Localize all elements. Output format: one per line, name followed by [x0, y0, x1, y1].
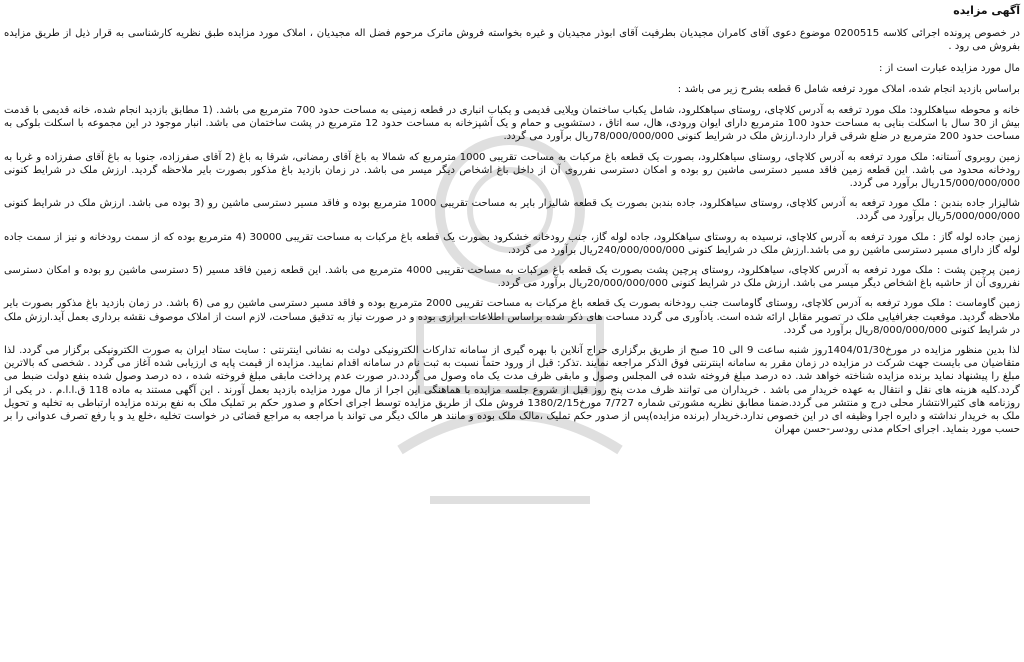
auction-terms-paragraph: لذا بدین منظور مزایده در مورخ1404/01/30روز شنبه ساعت 9 الی 10 صبح از طریق برگزاری حراج آنلاین با بهره گیری از سامانه تدارکات الکترونیکی دولت به نشانی اینترنتی : سایت ستاد ایران به صورت الکترونیکی برگزار می گردد. لذا متقاضیان می بایست جهت شرکت در مزایده در زمان مقرر به سامانه اینترنتی فوق الذکر مراجعه نمایند .تذکر: قبل از ورود حتماً نسبت به ثبت نام در سامانه اقدام نمایید. مزایده از قیمت پایه ی ارزیابی شده آغاز می گردد . شخصی که بالاترین مبلغ را پیشنهاد نماید برنده مزایده شناخته خواهد شد. ده درصد مبلغ فروخته شده فی المجلس وصول و مابقی ظرف مدت یک ماه وصول می گردد.در صورت عدم پرداخت مابقی مبلغ فروخته شده ، ده درصد وصول شده بنفع دولت ضبط می گردد.کلیه هزینه های نقل و انتقال به عهده خریدار می باشد . خریداران می توانند ظرف مدت پنج روز قبل از شروع جلسه مزایده با هماهنگی این اجرا از مال مورد مزایده بازدید بعمل آورند . این آگهی مستند به ماده 118 ق.ا.ا.م . در یکی از روزنامه های کثیرالانتشار محلی درج و منتشر می گردد.ضمنا مطابق نظریه مشورتی شماره 7/727 مورخ1380/2/15 فروش ملک از طریق مزایده توسط اجرای احکام و صدور حکم بر تملیک ملک به نفع برنده مزایده ارتباطی به تخلیه و تحویل ملک به خریدار نداشته و دایره اجرا وظیفه ای در این خصوص ندارد.خریدار (برنده مزایده)پس از صدور حکم تملیک ،مالک ملک بوده و مانند هر مالک دیگر می تواند با مراجعه به مراجع قضائی در خواست تخلیه ،خلع ید و یا رفع تصرف عدوانی را بر حسب مورد بنماید. اجرای احکام مدنی رودسر-حسن مهران: [4, 345, 1020, 436]
property-item-4: زمین جاده لوله گاز : ملک مورد ترفعه به آدرس کلاچای، نرسیده به روستای سیاهکلرود، جاده لوله گاز، جنب رودخانه خشکرود بصورت یک قطعه باغ مرکبات به مساحت تقریبی 30000 (4 مترمربع بوده که از سمت رودخانه و نیز از سمت جاده لوله گاز دارای مسیر دسترسی ماشین رو می باشد.ارزش ملک در شرایط کنونی 240/000/000/000ریال برآورد می گردد.: [4, 231, 1020, 256]
intro-paragraph: در خصوص پرونده اجرائی کلاسه 0200515 موضوع دعوی آقای کامران مجیدیان بطرفیت آقای ابوذر مجیدیان و غیره بخواسته فروش ماترک مرحوم فضل اله مجیدیان ، املاک مورد مزایده طبق نظریه کارشناسی به قرار ذیل از طریق مزایده بفروش می رود .: [4, 28, 1020, 53]
property-item-6: زمین گاوماست : ملک مورد ترفعه به آدرس کلاچای، روستای گاوماست جنب رودخانه بصورت یک قطعه باغ مرکبات به مساحت تقریبی 2000 مترمربع بوده و فاقد مسیر دسترسی ماشین رو می (6 باشد. در زمان بازدید باغ مذکور بصورت بایر ملاحظه گردید. موقعیت جغرافیایی ملک در تصویر مقابل ارائه شده است. یادآوری می گردد مساحت های ذکر شده براساس اطلاعات ابرازی بوده و در صورت نیاز به تدقیق مساحت، لازم است از املاک موصوف نقشه برداری بعمل آید.ارزش ملک در شرایط کنونی 8/000/000/000ریال برآورد می گردد.: [4, 298, 1020, 336]
assets-heading: مال مورد مزایده عبارت است از :: [878, 62, 1020, 74]
property-item-1: خانه و محوطه سیاهکلرود: ملک مورد ترفعه به آدرس کلاچای، روستای سیاهکلرود، شامل یکباب ساختمان ویلایی قدیمی و یکباب انباری در قطعه زمینی به مساحت حدود 700 مترمربع می باشد. (1 مطابق بازدید انجام شده، خانه قدیمی با قدمت بیش از 30 سال با اسکلت بنایی به مساحت حدود 100 مترمربع دارای ایوان ورودی، هال، سه اتاق ، دستشویی و حمام و یک آشپزخانه به مساحت حدود 12 مترمربع در پشت ساختمان می باشد. انبار موجود در این مجموعه با اسکلت بلوکی به مساحت حدود 200 مترمربع در ضلع شرقی قرار دارد.ارزش ملک در شرایط کنونی 78/000/000/000ریال برآورد می گردد.: [4, 105, 1020, 143]
property-item-5: زمین پرچین پشت : ملک مورد ترفعه به آدرس کلاچای، سیاهکلرود، روستای پرچین پشت بصورت یک قطعه باغ مرکبات به مساحت تقریبی 4000 مترمربع می باشد. این قطعه زمین فاقد مسیر (5 دسترسی ماشین رو بوده و امکان دسترسی نفرروی آن از حاشیه باغ اشخاص دیگر میسر می باشد. ارزش ملک در شرایط کنونی 20/000/000/000ریال برآورد می گردد.: [4, 265, 1020, 290]
property-item-3: شالیزار جاده بندبن : ملک مورد ترفعه به آدرس کلاچای، روستای سیاهکلرود، جاده بندبن بصورت یک قطعه شالیزار بایر به مساحت تقریبی 1000 مترمربع بوده و فاقد مسیر دسترسی ماشین رو (3 بوده می باشد. ارزش ملک در شرایط کنونی 5/000/000/000ریال برآورد می گردد.: [4, 198, 1020, 223]
notice-title: آگهی مزایده: [953, 4, 1020, 17]
property-item-2: زمین روبروی آستانه: ملک مورد ترفعه به آدرس کلاچای، روستای سیاهکلرود، بصورت یک قطعه باغ مرکبات به مساحت تقریبی 1000 مترمربع که شمالا به باغ آقای رمضانی، شرقا به باغ (2 آقای صفرزاده، جنوبا به باغ آقای صفرزاده و غربا به رودخانه محدود می باشد. این قطعه زمین فاقد مسیر دسترسی ماشین رو بوده و امکان دسترسی نفرروی آن از داخل باغ اشخاص دیگر میسر می باشد. در زمان بازدید باغ مذکور بصورت بایر ملاحظه گردید. ارزش ملک در شرایط کنونی 15/000/000/000ریال برآورد می گردد.: [4, 151, 1021, 190]
notice-body: [4, 4, 1020, 660]
inspection-statement: براساس بازدید انجام شده، املاک مورد ترفعه شامل 6 قطعه بشرح زیر می باشد :: [677, 83, 1020, 95]
